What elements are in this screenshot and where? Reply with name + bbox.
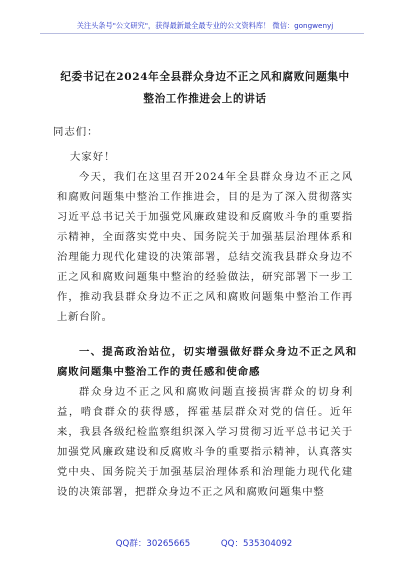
salutation: 同志们： bbox=[53, 126, 99, 138]
section-heading-1: 一、提高政治站位，切实增强做好群众身边不正之风和腐败问题集中整治工作的责任感和使命感 bbox=[57, 346, 357, 378]
document-title bbox=[48, 66, 362, 110]
footer-qq: QQ：535304092 bbox=[220, 539, 293, 549]
title-line-1: 纪委书记在2024年全县群众身边不正之风和腐败问题集中 bbox=[60, 71, 350, 83]
greeting: 大家好！ bbox=[70, 151, 116, 163]
title-line-2: 整治工作推进会上的讲话 bbox=[143, 93, 267, 105]
paragraph-section-1: 群众身边不正之风和腐败问题直接损害群众的切身利益，啃食群众的获得感，挥霍基层群众对党的信任。近年来，我县各级纪检监察组织深入学习贯彻习近平总书记关于加强党风廉政建设和反腐败斗争的重要指示精神，认真落实党中央、国务院关于加强基层治理体系和治理能力现代化建设的决策部署，把群众身边不正之风和腐败问题集中整 bbox=[57, 386, 353, 498]
header-banner: 关注头条号"公文研究"，获得最新最全最专业的公文资料库！ 微信：gongwenyj bbox=[76, 21, 334, 30]
header-divider bbox=[40, 33, 364, 34]
paragraph-intro: 今天，我们在这里召开2024年全县群众身边不正之风和腐败问题集中整治工作推进会，目的是为了深入贯彻落实习近平总书记关于加强党风廉政建设和反腐败斗争的重要指示精神，全面落实党中央、国务院关于加强基层治理体系和治理能力现代化建设的决策部署，总结交流我县群众身边不正之风和腐败问题集中整治的经验做法，研究部署下一步工作，推动我县群众身边不正之风和腐败问题集中整治工作再上新台阶。 bbox=[57, 171, 353, 323]
footer-contact bbox=[0, 538, 408, 550]
footer-qq-group: QQ群：30265665 bbox=[115, 539, 191, 549]
